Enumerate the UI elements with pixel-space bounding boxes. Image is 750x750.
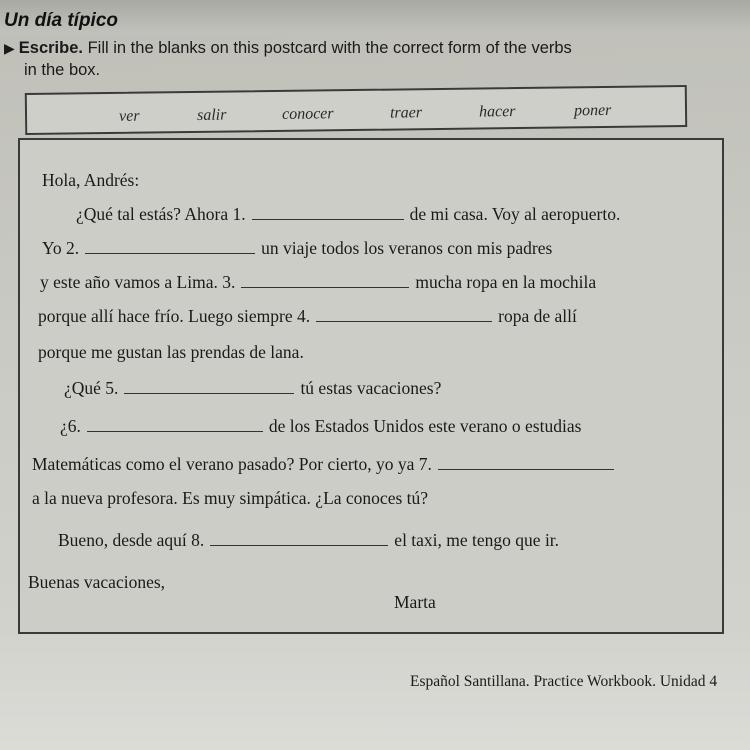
blank-8[interactable] [210,531,388,546]
postcard-line-2 [42,238,552,259]
postcard [18,138,724,634]
line-text: un viaje todos los veranos con mis padres [261,238,553,258]
line-text: ropa de allí [498,306,577,326]
blank-6[interactable] [87,417,263,432]
postcard-line-8 [32,454,620,475]
verb-traer: traer [389,104,423,122]
line-text: Bueno, desde aquí 8. [58,530,205,550]
postcard-line-6 [64,378,441,399]
line-text: de mi casa. Voy al aeropuerto. [409,204,621,224]
instructions [4,37,684,81]
line-text: porque me gustan las prendas de lana. [38,342,304,362]
postcard-greeting: Hola, Andrés: [42,170,140,190]
instruction-bold: Escribe. [18,39,83,57]
line-text: el taxi, me tengo que ir. [394,530,560,550]
line-text: a la nueva profesora. Es muy simpática. ¿La conoces tú? [32,488,429,508]
blank-7[interactable] [438,455,614,470]
line-text: porque allí hace frío. Luego siempre 4. [38,306,311,326]
play-arrow-icon: ▶ [4,40,15,56]
verb-ver: ver [118,107,140,125]
blank-1[interactable] [252,205,404,220]
line-text: Matemáticas como el verano pasado? Por cierto, yo ya 7. [32,454,432,474]
line-text: ¿Qué 5. [64,378,119,398]
line-text: de los Estados Unidos este verano o estudias [268,416,582,436]
verb-conocer: conocer [281,105,334,123]
section-title: Un día típico [4,10,118,31]
postcard-line-10 [58,530,559,551]
postcard-line-5 [38,342,304,363]
line-text: Yo 2. [42,238,80,258]
postcard-line-3 [40,272,596,293]
blank-4[interactable] [316,307,492,322]
postcard-closing: Buenas vacaciones, [28,572,166,592]
blank-3[interactable] [241,273,409,288]
postcard-line-1 [76,204,620,225]
line-text: y este año vamos a Lima. 3. [40,272,236,292]
page-footer: Español Santillana. Practice Workbook. Unidad 4 [410,673,718,690]
blank-5[interactable] [124,379,294,394]
postcard-line-7 [60,416,581,437]
verb-poner: poner [573,101,612,120]
verb-salir: salir [196,106,227,124]
postcard-line-4 [38,306,577,327]
verb-box [25,85,687,135]
instruction-text-line2: in the box. [24,61,101,79]
line-text: ¿Qué tal estás? Ahora 1. [76,204,246,224]
line-text: ¿6. [60,416,81,436]
blank-2[interactable] [85,239,255,254]
postcard-line-9 [32,488,428,509]
page-bottom [0,636,750,750]
verb-hacer: hacer [478,103,516,121]
instruction-text: Fill in the blanks on this postcard with the correct form of the verbs [87,39,572,57]
line-text: tú estas vacaciones? [300,378,442,398]
line-text: mucha ropa en la mochila [415,272,597,292]
postcard-signature: Marta [394,592,436,612]
